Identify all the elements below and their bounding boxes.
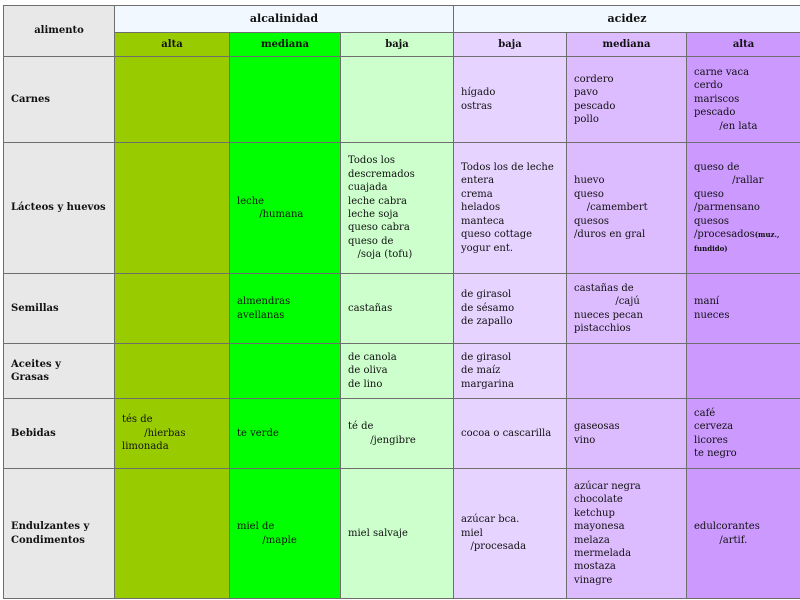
cell-acid-mediana: azúcar negra chocolate ketchup mayonesa melaza mermelada mostaza vinagre [567,469,687,599]
cell-acid-mediana: gaseosas vino [567,399,687,469]
cell-acid-mediana: cordero pavo pescado pollo [567,57,687,143]
row-label: Carnes [4,57,115,143]
cell-acid-baja: de girasol de maíz margarina [454,344,567,399]
header-row-2 [4,33,800,57]
cell-alk-alta [115,274,230,344]
cell-alk-alta: tés de /hierbas limonada [115,399,230,469]
cell-alk-baja: castañas [341,274,454,344]
cell-alk-mediana: te verde [230,399,341,469]
row-label: Bebidas [4,399,115,469]
cell-alk-mediana [230,344,341,399]
cell-acid-baja: hígado ostras [454,57,567,143]
cell-acid-mediana [567,344,687,399]
cell-acid-alta-text: queso de /rallar queso /parmensano quesos /procesados [694,162,764,241]
table-row [4,344,800,399]
table-row [4,57,800,143]
subheader-acid-alta: alta [687,33,800,57]
cell-alk-baja: Todos los descremados cuajada leche cabra leche soja queso cabra queso de /soja (tofu) [341,143,454,274]
row-label: Aceites y Grasas [4,344,115,399]
cell-acid-alta [687,143,800,274]
corner-header: alimento [4,6,115,57]
cell-alk-alta [115,344,230,399]
cell-acid-alta: café cerveza licores te negro [687,399,800,469]
cell-acid-mediana: castañas de /cajú nueces pecan pistacchios [567,274,687,344]
cell-alk-baja: de canola de oliva de lino [341,344,454,399]
cell-alk-baja [341,57,454,143]
cell-acid-baja: cocoa o cascarilla [454,399,567,469]
cell-alk-mediana [230,57,341,143]
acidity-header: acidez [454,6,800,33]
cell-alk-baja: miel salvaje [341,469,454,599]
subheader-acid-mediana: mediana [567,33,687,57]
alkalinity-header: alcalinidad [115,6,454,33]
table-row [4,469,800,599]
cell-acid-alta: maní nueces [687,274,800,344]
subheader-alk-mediana: mediana [230,33,341,57]
cell-acid-baja: Todos los de leche entera crema helados manteca queso cottage yogur ent. [454,143,567,274]
row-label: Semillas [4,274,115,344]
cell-acid-baja: de girasol de sésamo de zapallo [454,274,567,344]
cell-alk-mediana: miel de /maple [230,469,341,599]
food-ph-table [3,5,800,599]
cell-alk-baja: té de /jengibre [341,399,454,469]
cell-alk-alta [115,57,230,143]
cell-alk-mediana: almendras avellanas [230,274,341,344]
subheader-acid-baja: baja [454,33,567,57]
row-label: Lácteos y huevos [4,143,115,274]
table-row [4,399,800,469]
cell-alk-alta [115,143,230,274]
cell-acid-alta: edulcorantes /artif. [687,469,800,599]
cell-acid-alta-small-note: (muz., fundido) [694,230,780,253]
subheader-alk-baja: baja [341,33,454,57]
cell-acid-baja: azúcar bca. miel /procesada [454,469,567,599]
cell-alk-alta [115,469,230,599]
table-row [4,143,800,274]
cell-acid-alta: carne vaca cerdo mariscos pescado /en lata [687,57,800,143]
subheader-alk-alta: alta [115,33,230,57]
row-label: Endulzantes y Condimentos [4,469,115,599]
cell-alk-mediana: leche /humana [230,143,341,274]
header-row-1 [4,6,800,33]
table-row [4,274,800,344]
cell-acid-alta [687,344,800,399]
cell-acid-mediana: huevo queso /camembert quesos /duros en gral [567,143,687,274]
